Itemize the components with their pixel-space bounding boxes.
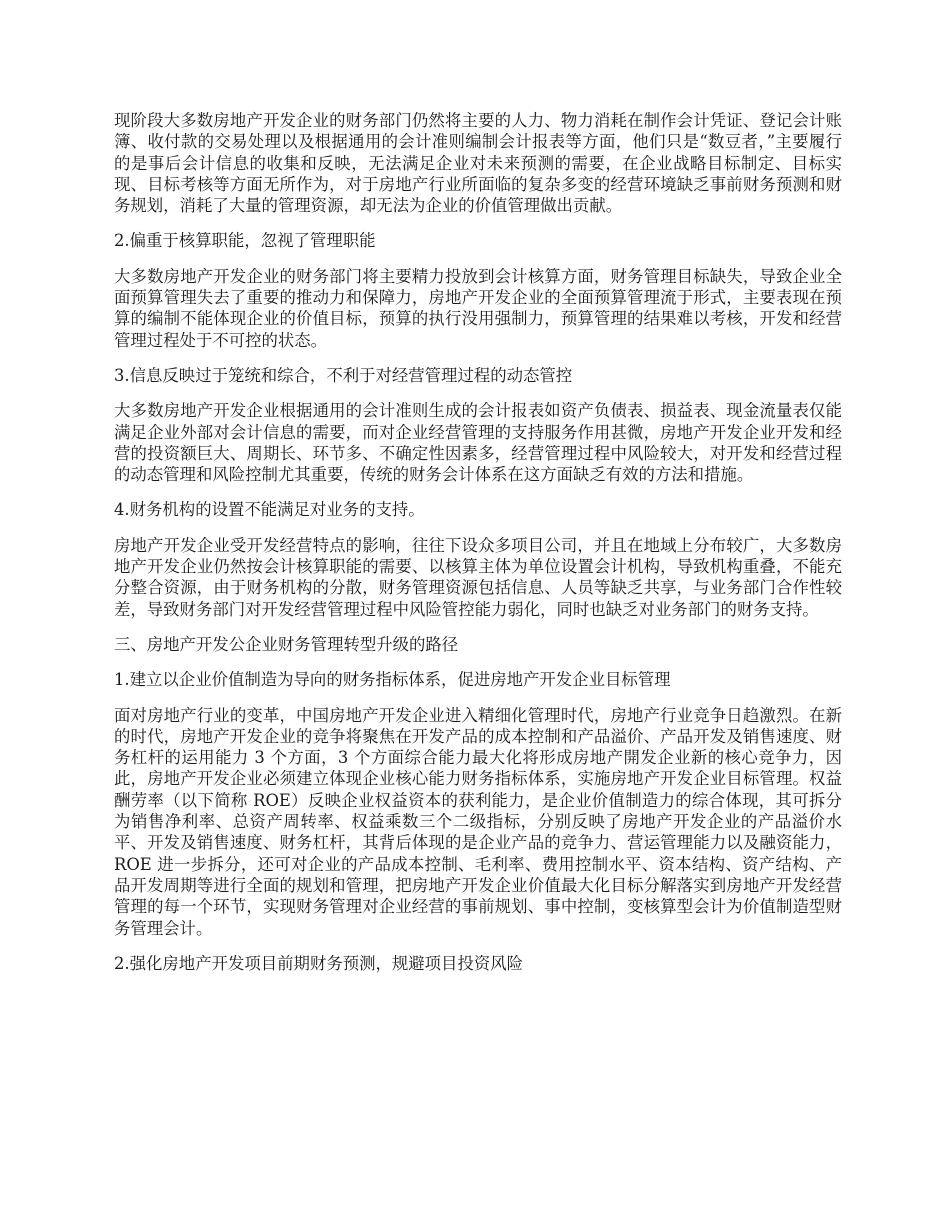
section-heading: 3.信息反映过于笼统和综合，不利于对经营管理过程的动态管控 (114, 365, 573, 385)
chapter-heading: 三、房地产开发公企业财务管理转型升级的路径 (114, 634, 459, 654)
paragraph: 大多数房地产开发企业根据通用的会计准则生成的会计报表如资产负债表、损益表、现金流量表仅能满足企业外部对会计信息的需要，而对企业经营管理的支持服务作用甚微，房地产开发企业开发和经营的投资额巨大、周期长、环节多、不确定性因素多，经营管理过程中风险较大，对开发和经营过程的动态管理和风险控制尤其重要，传统的财务会计体系在这方面缺乏有效的方法和措施。 (114, 401, 842, 485)
section-heading: 2.强化房地产开发项目前期财务预测，规避项目投资风险 (114, 953, 524, 973)
document-page (114, 110, 842, 988)
paragraph: 面对房地产行业的变革，中国房地产开发企业进入精细化管理时代，房地产行业竞争日趋激烈。在新的时代，房地产开发企业的竞争将聚焦在开发产品的成本控制和产品溢价、产品开发及销售速度、财务杠杆的运用能力 3 个方面，3 个方面综合能力最大化将形成房地产開发企业新的核心竞争力，因此，房地产开发企业必须建立体现企业核心能力财务指标体系，实施房地产开发企业目标管理。权益酬劳率（以下简称 ROE）反映企业权益资本的获利能力，是企业价值制造力的综合体现，其可拆分为销售净利率、总资产周转率、权益乘数三个二级指标，分别反映了房地产开发企业的产品溢价水平、开发及销售速度、财务杠杆，其背后体现的是企业产品的竞争力、营运管理能力以及融资能力，ROE 进一步拆分，还可对企业的产品成本控制、毛利率、费用控制水平、资本结构、资产结构、产品开发周期等进行全面的规划和管理，把房地产开发企业价值最大化目标分解落实到房地产开发经营管理的每一个环节，实现财务管理对企业经营的事前规划、事中控制，变核算型会计为价值制造型财务管理会计。 (114, 705, 842, 938)
paragraph: 现阶段大多数房地产开发企业的财务部门仍然将主要的人力、物力消耗在制作会计凭证、登记会计账簿、收付款的交易处理以及根据通用的会计准则编制会计报表等方面，他们只是“数豆者，”主要履行的是事后会计信息的收集和反映，无法满足企业对未来预测的需要，在企业战略目标制定、目标实现、目标考核等方面无所作为，对于房地产行业所面临的复杂多变的经营环境缺乏事前财务预测和财务规划，消耗了大量的管理资源，却无法为企业的价值管理做出贡献。 (114, 111, 842, 216)
paragraph: 房地产开发企业受开发经营特点的影响，往往下设众多项目公司，并且在地域上分布较广，大多数房地产开发企业仍然按会计核算职能的需要、以核算主体为单位设置会计机构，导致机构重叠，不能充分整合资源，由于财务机构的分散，财务管理资源包括信息、人员等缺乏共享，与业务部门合作性较差，导致财务部门对开发经营管理过程中风险管控能力弱化，同时也缺乏对业务部门的财务支持。 (114, 535, 842, 619)
section-heading: 2.偏重于核算职能，忽视了管理职能 (114, 231, 376, 251)
section-heading: 1.建立以企业价值制造为导向的财务指标体系，促进房地产开发企业目标管理 (114, 670, 671, 690)
section-heading: 4.财务机构的设置不能满足对业务的支持。 (114, 500, 425, 520)
paragraph: 大多数房地产开发企业的财务部门将主要精力投放到会计核算方面，财务管理目标缺失，导致企业全面预算管理失去了重要的推动力和保障力，房地产开发企业的全面预算管理流于形式，主要表现在预算的编制不能体现企业的价值目标，预算的执行没用强制力，预算管理的结果难以考核，开发和经营管理过程处于不可控的状态。 (114, 266, 842, 350)
